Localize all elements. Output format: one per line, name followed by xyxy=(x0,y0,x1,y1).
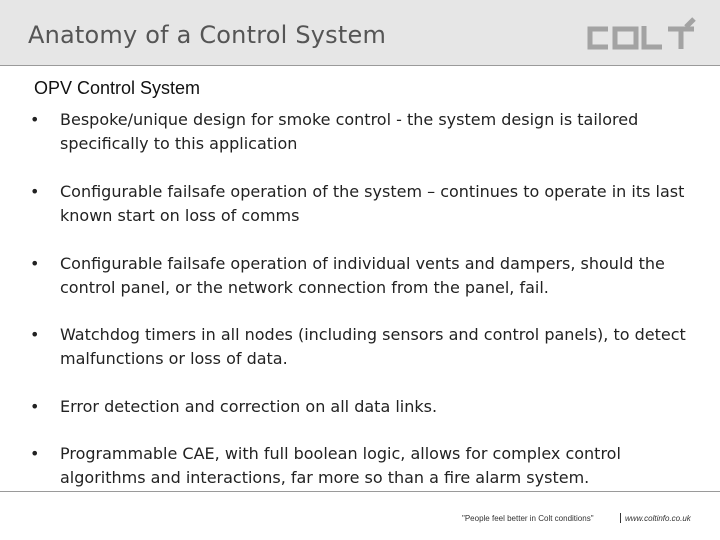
bullet-text: Watchdog timers in all nodes (including sensors and control panels), to detect malfunctions or loss of data. xyxy=(60,325,686,368)
bullet-marker: • xyxy=(30,254,40,273)
footer-tagline: "People feel better in Colt conditions" xyxy=(462,514,594,523)
bullet-item xyxy=(30,108,690,156)
bullet-marker: • xyxy=(30,397,40,416)
bullet-text: Error detection and correction on all data links. xyxy=(60,397,438,416)
bullet-item xyxy=(30,180,690,228)
bullet-marker: • xyxy=(30,110,40,129)
bullet-item xyxy=(30,442,690,490)
bullet-text: Bespoke/unique design for smoke control - the system design is tailored specifically to this application xyxy=(60,110,639,153)
footer-url: www.coltinfo.co.uk xyxy=(625,514,691,523)
bullet-text: Programmable CAE, with full boolean logic, allows for complex control algorithms and interactions, far more so than a fire alarm system. xyxy=(60,444,621,487)
bullet-marker: • xyxy=(30,182,40,201)
bullet-marker: • xyxy=(30,325,40,344)
section-subtitle: OPV Control System xyxy=(34,78,201,98)
bullet-item xyxy=(30,323,690,371)
footer-separator xyxy=(620,513,621,523)
footer-divider xyxy=(0,491,720,492)
bullet-marker: • xyxy=(30,444,40,463)
bullet-item xyxy=(30,395,437,419)
slide-footer xyxy=(0,491,720,540)
bullet-text: Configurable failsafe operation of the system – continues to operate in its last known start on loss of comms xyxy=(60,182,685,225)
bullet-item xyxy=(30,252,690,300)
bullet-text: Configurable failsafe operation of individual vents and dampers, should the control panel, or the network connection from the panel, fail. xyxy=(60,254,665,297)
colt-logo xyxy=(582,17,700,55)
slide-title: Anatomy of a Control System xyxy=(28,21,387,49)
slide-header xyxy=(0,0,720,66)
